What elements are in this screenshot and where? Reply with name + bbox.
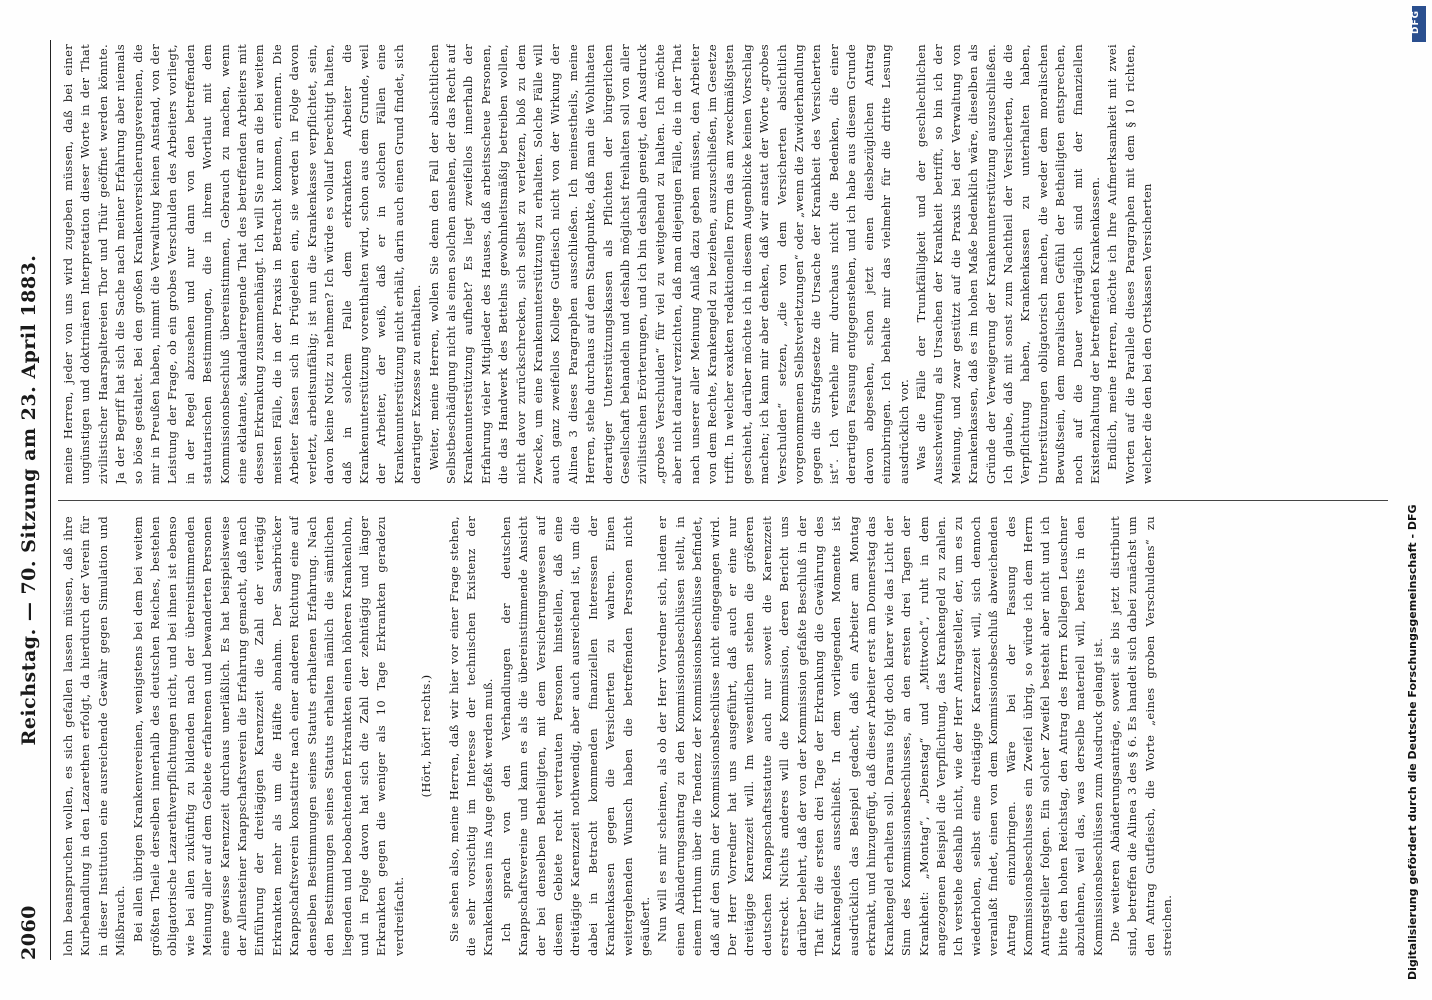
- digitization-note: Digitalisierung gefördert durch die Deutsche Forschungsgemeinschaft - DFG: [1406, 504, 1419, 980]
- page-title: Reichstag. — 70. Sitzung am 23. April 1883.: [18, 254, 40, 746]
- paragraph: Die weiteren Abänderungsanträge, soweit sie bis jetzt distribuirt sind, betreffen die Alinea 3 des § 6. Es handelt sich dabei zunächst um den Antrag Gutfleisch, die Worte „eines groben Verschuldens“ zu streichen.: [1107, 516, 1175, 956]
- paragraph: Nun will es mir scheinen, als ob der Herr Vorredner sich, indem er einen Abänderungsantrag zu den Kommissionsbeschlüssen stellt, in einem Irrthum über die Tendenz der Kommissionsbeschlüsse befindet, daß auf den Sinn der Kommissionsbeschlüsse nicht eingegangen wird. Der Herr Vorredner hat uns ausgeführt, daß auch er eine nur dreitägige Karenzzeit will. Im wesentlichen stehen die größeren deutschen Knappschaftsstatute auch nur soweit die Karenzzeit erstreckt. Nichts anderes will die Kommission, deren Bericht uns darüber belehrt, daß der von der Kommission gefaßte Beschluß in der That für die ersten drei Tage der Erkrankung die Gewährung des Krankengeldes ausschließt. In dem vorliegenden Momente ist ausdrücklich das Beispiel gedacht, daß ein Arbeiter am Montag erkrankt, und hinzugefügt, daß dieser Arbeiter erst am Donnerstag das Krankengeld erhalten soll. Daraus folgt doch klarer wie das Licht der Sinn des Kommissionsbeschlusses, an den ersten drei Tagen der Krankheit: „Montag“, „Dienstag“ und „Mittwoch“, ruht in dem angezogenen Beispiel die Verpflichtung, das Krankengeld zu zahlen. Ich verstehe deshalb nicht, wie der Herr Antragsteller, der, um es zu wiederholen, selbst eine dreitägige Karenzzeit will, sich dennoch veranlaßt findet, einen von dem Kommissionsbeschluß abweichenden Antrag einzubringen. Wäre bei der Fassung des Kommissionsbeschlusses ein Zweifel übrig, so würde ich dem Herrn Antragsteller folgen. Ein solcher Zweifel besteht aber nicht und ich bitte den hohen Reichstag, den Antrag des Herrn Kollegen Leuschner abzulehnen, weil das, was derselbe materiell will, bereits in den Kommissionsbeschlüssen zum Ausdruck gelangt ist.: [655, 516, 1105, 956]
- header-rule: [50, 40, 51, 960]
- paragraph: Was die Fälle der Trunkfälligkeit und der geschlechtlichen Ausschweifung als Ursachen der Krankheit betrifft, so bin ich der Meinung, und zwar gestützt auf die Praxis bei der Verwaltung von Krankenkassen, daß es im hohen Maße bedenklich wäre, dieselben als Gründe der Verweigerung der Krankenunterstützung auszuschließen. Ich glaube, daß mit sonst zum Nachtheil der Versicherten, die die Verpflichtung haben, Krankenkassen zu unterhalten haben, Unterstützungen obligatorisch machen, die weder dem moralischen Bewußtsein, dem moralischen Gefühl der Betheiligten entsprechen, noch auf die Dauer verträglich sind mit der finanziellen Existenzhaltung der betreffenden Krankenkassen.: [913, 44, 1102, 484]
- paragraph: Ich sprach von den Verhandlungen der deutschen Knappschaftsvereine und kann es als die übereinstimmende Ansicht der bei denselben Betheiligten, mit dem Versicherungswesen auf diesem Gebiete recht vertrauten Personen hinstellen, daß eine dreitägige Karenzzeit nothwendig, aber auch ausreichend ist, um die dabei in Betracht kommenden finanziellen Interessen der Krankenkassen gegen die Versicherten zu wahren. Einen weitergehenden Wunsch haben die betreffenden Personen nicht geäußert.: [498, 516, 652, 956]
- right-column: [60, 44, 1380, 484]
- paragraph: Bei allen übrigen Krankenvereinen, wenigstens bei dem bei weitem größten Theile derselben innerhalb des deutschen Reiches, bestehen obligatorische Lazarethverpflichtungen nicht, und bei ihnen ist ebenso wie bei allen zukünftig zu bildenden nach der übereinstimmenden Meinung aller auf dem Gebiete erfahrenen und bewanderten Personen eine gewisse Karenzzeit durchaus unerläßlich. Es hat beispielsweise der Allensteiner Knappschaftsverein die Erfahrung gemacht, daß nach Einführung der dreitägigen Karenzzeit die Zahl der viertägig Erkrankten mehr als um die Hälfte abnahm. Der Saarbrücker Knappschaftsverein konstatirte nach einer anderen Richtung eine auf denselben Bestimmungen seines Statuts erhaltenen Erfahrung. Nach den Bestimmungen seines Statuts erhalten nämlich die sämtlichen liegenden und beobachtenden Erkrankten einen höheren Krankenlohn, und in Folge davon hat sich die Zahl der zehntägig und länger Erkrankten gegen die weniger als 10 Tage Erkrankten geradezu verdreifacht.: [130, 516, 406, 956]
- column-divider: [58, 500, 1388, 501]
- page-header: [18, 40, 48, 960]
- paragraph: Endlich, meine Herren, möchte ich Ihre Aufmerksamkeit mit zwei Worten auf die Parallele dieses Paragraphen mit dem § 10 richten, welcher die den bei den Ortskassen Versicherten: [1105, 44, 1155, 484]
- dfg-badge-text: DFG: [1411, 9, 1422, 35]
- paragraph: meine Herren, jeder von uns wird zugeben müssen, daß bei einer ungünstigen und doktrinären Interpretation dieser Worte in der That zivilistischer Haarspaltereien Thor und Thür geöffnet werden könnte. Ja der Begriff hat sich die Sache nach meiner Erfahrung aber niemals so böse gestaltet. Bei den großen Krankenversicherungsvereinen, die mir in Preußen haben, nimmt die Verwaltung keinen Anstand, von der Leistung der Frage, ob ein grobes Verschulden des Arbeiters vorliegt, in der Regel abzusehen und nur dann von den betreffenden statutarischen Bestimmungen, die in ihrem Wortlaut mit dem Kommissionsbeschluß übereinstimmen, Gebrauch zu machen, wenn eine eklatante, skandalerregende That des betreffenden Arbeiters mit dessen Erkrankung zusammenhängt. Ich will Sie nur an die bei weitem meisten Fälle, die in der Praxis in Betracht kommen, erinnern. Die Arbeiter fassen sich in Prügeleien ein, sie werden in Folge davon verletzt, arbeitsunfähig; ist nun die Krankenkasse verpflichtet, sein, davon keine Notiz zu nehmen? Ich würde es vollauf berechtigt halten, daß in solchem Falle dem erkrankten Arbeiter die Krankenunterstützung vorenthalten wird, schon aus dem Grunde, weil der Arbeiter, der weiß, daß er in solchen Fällen eine Krankenunterstützung nicht erhält, darin auch einen Grund findet, sich derartiger Exzesse zu enthalten.: [61, 44, 424, 484]
- paragraph: lohn beanspruchen wollen, es sich gefallen lassen müssen, daß ihre Kurbehandlung in den Lazarethen erfolgt, da hierdurch der Verein für in dieser Institution eine ausreichende Gewähr gegen Simulation und Mißbrauch.: [61, 516, 128, 956]
- page-number: 2060: [18, 905, 40, 960]
- interjection: (Hört, hört! rechts.): [419, 674, 434, 798]
- left-column: [60, 516, 1380, 956]
- paragraph: Weiter, meine Herren, wollen Sie denn den Fall der absichtlichen Selbstbeschädigung nicht als einen solchen ansehen, der das Recht auf Krankenunterstützung aufhebt? Es liegt zweifellos innerhalb der Erfahrung vieler Mitglieder des Hauses, daß arbeitsscheue Personen, die das Handwerk des Bettelns gewohnheitsmäßig betreiben wollen, nicht davor zurückschrecken, sich selbst zu verletzen, bloß zu dem Zwecke, um eine Krankenunterstützung zu erhalten. Solche Fälle will auch ganz zweifellos Kollege Gutfleisch nicht von der Wirkung der Alinea 3 dieses Paragraphen ausschließen. Ich meinestheils, meine Herren, stehe durchaus auf dem Standpunkte, daß man die Wohlthaten derartiger Unterstützungskassen als Pflichten der bürgerlichen Gesellschaft behandeln und deshalb möglichst freihalten soll von aller zivilistischen Erörterungen, und ich bin deshalb geneigt, den Ausdruck „grobes Verschulden“ für viel zu weitgehend zu halten. Ich möchte aber nicht darauf verzichten, daß man diejenigen Fälle, die in der That nach unserer aller Meinung Anlaß dazu geben müssen, den Arbeiter von dem Rechte, Krankengeld zu beziehen, auszuschließen, im Gesetze trifft. In welcher exakten redaktionellen Form das am zweckmäßigsten geschieht, darüber möchte ich in diesem Augenblicke keinen Vorschlag machen; ich kann mir aber denken, daß wir anstatt der Worte „grobes Verschulden“ setzen, „die von dem Versicherten absichtlich vorgenommenen Selbstverletzungen“ oder „wenn die Zuwiderhandlung gegen die Strafgesetze die Ursache der Krankheit des Versicherten ist“. Ich verhehle mir durchaus nicht die Bedenken, die einer derartigen Fassung entgegenstehen, und ich habe aus diesem Grunde davon abgesehen, schon jetzt einen diesbezüglichen Antrag einzubringen. Ich behalte mir das vielmehr für die dritte Lesung ausdrücklich vor.: [426, 44, 911, 484]
- paragraph: Sie sehen also, meine Herren, daß wir hier vor einer Frage stehen, die sehr vorsichtig im Interesse der technischen Existenz der Krankenkassen ins Auge gefaßt werden muß.: [446, 516, 496, 956]
